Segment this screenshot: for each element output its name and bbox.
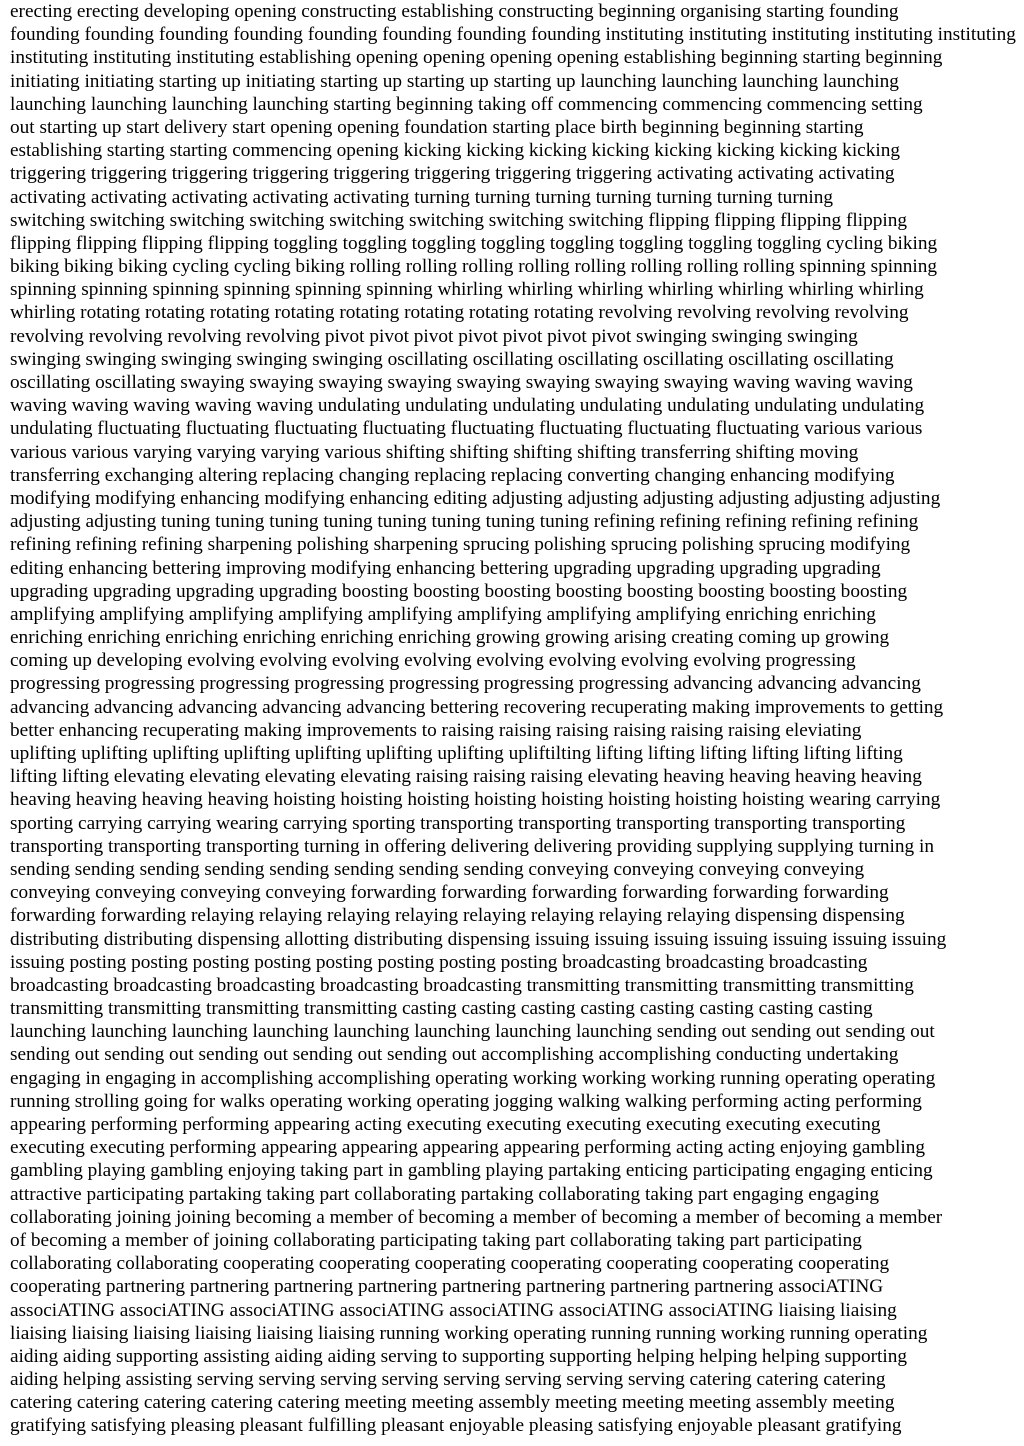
text-line: attractive participating partaking taking part collaborating partaking collaborating taking part engaging engaging	[10, 1183, 879, 1205]
text-line: issuing posting posting posting posting posting posting posting posting broadcasting broadcasting broadcasting	[10, 951, 868, 973]
text-line: oscillating oscillating swaying swaying swaying swaying swaying swaying swaying swaying waving waving waving	[10, 372, 913, 393]
text-line: appearing performing performing appearing acting executing executing executing executing executing executing	[10, 1114, 881, 1135]
text-line: better enhancing recuperating making improvements to raising raising raising raising raising raising eleviating	[10, 719, 862, 741]
text-line: enriching enriching enriching enriching enriching enriching growing growing arising creating coming up growing	[10, 627, 890, 649]
text-line: swinging swinging swinging swinging swinging oscillating oscillating oscillating oscillating oscillating oscillating	[10, 348, 894, 370]
text-line: of becoming a member of joining collaborating participating taking part collaborating taking part participating	[10, 1229, 862, 1251]
text-line: waving waving waving waving waving undulating undulating undulating undulating undulating undulating undulating	[10, 395, 925, 417]
text-line: upgrading upgrading upgrading upgrading boosting boosting boosting boosting boosting boosting boosting boosting	[10, 580, 908, 602]
text-line: gratifying satisfying pleasing pleasant fulfilling pleasant enjoyable pleasing satisfying enjoyable pleasant gratifying	[10, 1415, 902, 1437]
text-line: broadcasting broadcasting broadcasting broadcasting broadcasting transmitting transmitting transmitting transmitting	[10, 974, 914, 996]
text-line: initiating initiating starting up initiating starting up starting up starting up launching launching launching launching	[10, 70, 899, 92]
text-line: founding founding founding founding founding founding founding founding instituting instituting instituting instituting instituting	[10, 24, 1016, 46]
text-line: transmitting transmitting transmitting transmitting casting casting casting casting casting casting casting casting	[10, 998, 873, 1020]
text-line: gambling playing gambling enjoying taking part in gambling playing partaking enticing participating engaging enticing	[10, 1160, 933, 1182]
text-line: establishing starting starting commencing opening kicking kicking kicking kicking kicking kicking kicking kicking	[10, 140, 901, 162]
text-line: editing enhancing bettering improving modifying enhancing bettering upgrading upgrading upgrading upgrading	[10, 557, 881, 579]
text-line: revolving revolving revolving revolving pivot pivot pivot pivot pivot pivot pivot swinging swinging swinging	[10, 325, 858, 347]
text-line: aiding helping assisting serving serving serving serving serving serving serving serving catering catering catering	[10, 1369, 886, 1391]
text-line: running strolling going for walks operating working operating jogging walking walking performing acting performing	[10, 1090, 922, 1112]
text-line: out starting up start delivery start opening opening foundation starting place birth beginning beginning starting	[10, 116, 864, 138]
text-line: coming up developing evolving evolving evolving evolving evolving evolving evolving evolving progressing	[10, 650, 856, 672]
text-line: transferring exchanging altering replacing changing replacing replacing converting changing enhancing modifying	[10, 464, 895, 486]
text-line: modifying modifying enhancing modifying enhancing editing adjusting adjusting adjusting adjusting adjusting adjusting	[10, 487, 941, 509]
text-line: various various varying varying varying various shifting shifting shifting shifting transferring shifting moving	[10, 441, 859, 463]
text-line: undulating fluctuating fluctuating fluctuating fluctuating fluctuating fluctuating fluctuating fluctuating various various	[10, 418, 923, 440]
text-line: biking biking biking cycling cycling biking rolling rolling rolling rolling rolling rolling rolling rolling spinning spinning	[10, 256, 938, 278]
text-line: heaving heaving heaving heaving hoisting hoisting hoisting hoisting hoisting hoisting hoisting hoisting wearing carrying	[10, 789, 941, 811]
text-line: liaising liaising liaising liaising liaising liaising running working operating running running working running operating	[10, 1322, 928, 1344]
text-line: executing executing performing appearing appearing appearing appearing performing acting acting enjoying gambling	[10, 1137, 925, 1159]
document-text	[10, 0, 1020, 1438]
text-line: whirling rotating rotating rotating rotating rotating rotating rotating rotating revolving revolving revolving revolving	[10, 302, 909, 324]
text-line: lifting lifting elevating elevating elevating elevating raising raising raising elevating heaving heaving heaving heaving	[10, 766, 922, 788]
text-line: associATING associATING associATING associATING associATING associATING associATING liaising liaising	[10, 1299, 897, 1321]
text-line: amplifying amplifying amplifying amplifying amplifying amplifying amplifying amplifying enriching enriching	[10, 603, 876, 625]
text-line: transporting transporting transporting turning in offering delivering delivering providing supplying supplying turning in	[10, 835, 934, 857]
text-line: progressing progressing progressing progressing progressing progressing progressing advancing advancing advancing	[10, 673, 921, 695]
text-line: uplifting uplifting uplifting uplifting uplifting uplifting uplifting upliftilting lifting lifting lifting lifting lifting lifting	[10, 743, 903, 764]
text-line: engaging in engaging in accomplishing accomplishing operating working working working running operating operating	[10, 1067, 936, 1089]
text-line: switching switching switching switching switching switching switching switching flipping flipping flipping flipping	[10, 209, 908, 231]
text-line: aiding aiding supporting assisting aiding aiding serving to supporting supporting helping helping helping supporting	[10, 1345, 908, 1367]
text-line: collaborating collaborating cooperating cooperating cooperating cooperating cooperating cooperating cooperating	[10, 1253, 890, 1275]
text-line: activating activating activating activating activating turning turning turning turning turning turning turning	[10, 186, 834, 208]
text-line: catering catering catering catering catering meeting meeting assembly meeting meeting meeting assembly meeting	[10, 1392, 895, 1414]
text-line: conveying conveying conveying conveying forwarding forwarding forwarding forwarding forwarding forwarding	[10, 882, 889, 904]
text-line: cooperating partnering partnering partnering partnering partnering partnering partnering partnering associATING	[10, 1276, 884, 1298]
text-line: forwarding forwarding relaying relaying relaying relaying relaying relaying relaying relaying dispensing dispensing	[10, 905, 905, 927]
text-line: sporting carrying carrying wearing carrying sporting transporting transporting transporting transporting transporting	[10, 812, 906, 834]
text-line: launching launching launching launching launching launching launching launching sending out sending out sending out	[10, 1021, 935, 1043]
text-line: triggering triggering triggering triggering triggering triggering triggering triggering activating activating activating	[10, 163, 895, 185]
text-line: launching launching launching launching starting beginning taking off commencing commencing commencing setting	[10, 93, 923, 115]
text-line: distributing distributing dispensing allotting distributing dispensing issuing issuing issuing issuing issuing issuing issuing	[10, 928, 947, 950]
text-line: sending sending sending sending sending sending sending sending conveying conveying conveying conveying	[10, 858, 865, 880]
text-line: instituting instituting instituting establishing opening opening opening opening establishing beginning starting beginning	[10, 47, 943, 69]
text-line: adjusting adjusting tuning tuning tuning tuning tuning tuning tuning tuning refining refining refining refining refining	[10, 511, 919, 533]
text-line: collaborating joining joining becoming a member of becoming a member of becoming a member of becoming a member	[10, 1206, 943, 1228]
text-line: sending out sending out sending out sending out sending out accomplishing accomplishing conducting undertaking	[10, 1044, 899, 1066]
text-line: spinning spinning spinning spinning spinning spinning whirling whirling whirling whirling whirling whirling whirling	[10, 279, 924, 301]
text-line: erecting erecting developing opening constructing establishing constructing beginning organising starting founding	[10, 1, 899, 22]
text-line: refining refining refining sharpening polishing sharpening sprucing polishing sprucing polishing sprucing modifying	[10, 534, 911, 556]
text-line: flipping flipping flipping flipping toggling toggling toggling toggling toggling toggling toggling toggling cycling biking	[10, 232, 938, 254]
text-line: advancing advancing advancing advancing advancing bettering recovering recuperating making improvements to getting	[10, 696, 944, 718]
